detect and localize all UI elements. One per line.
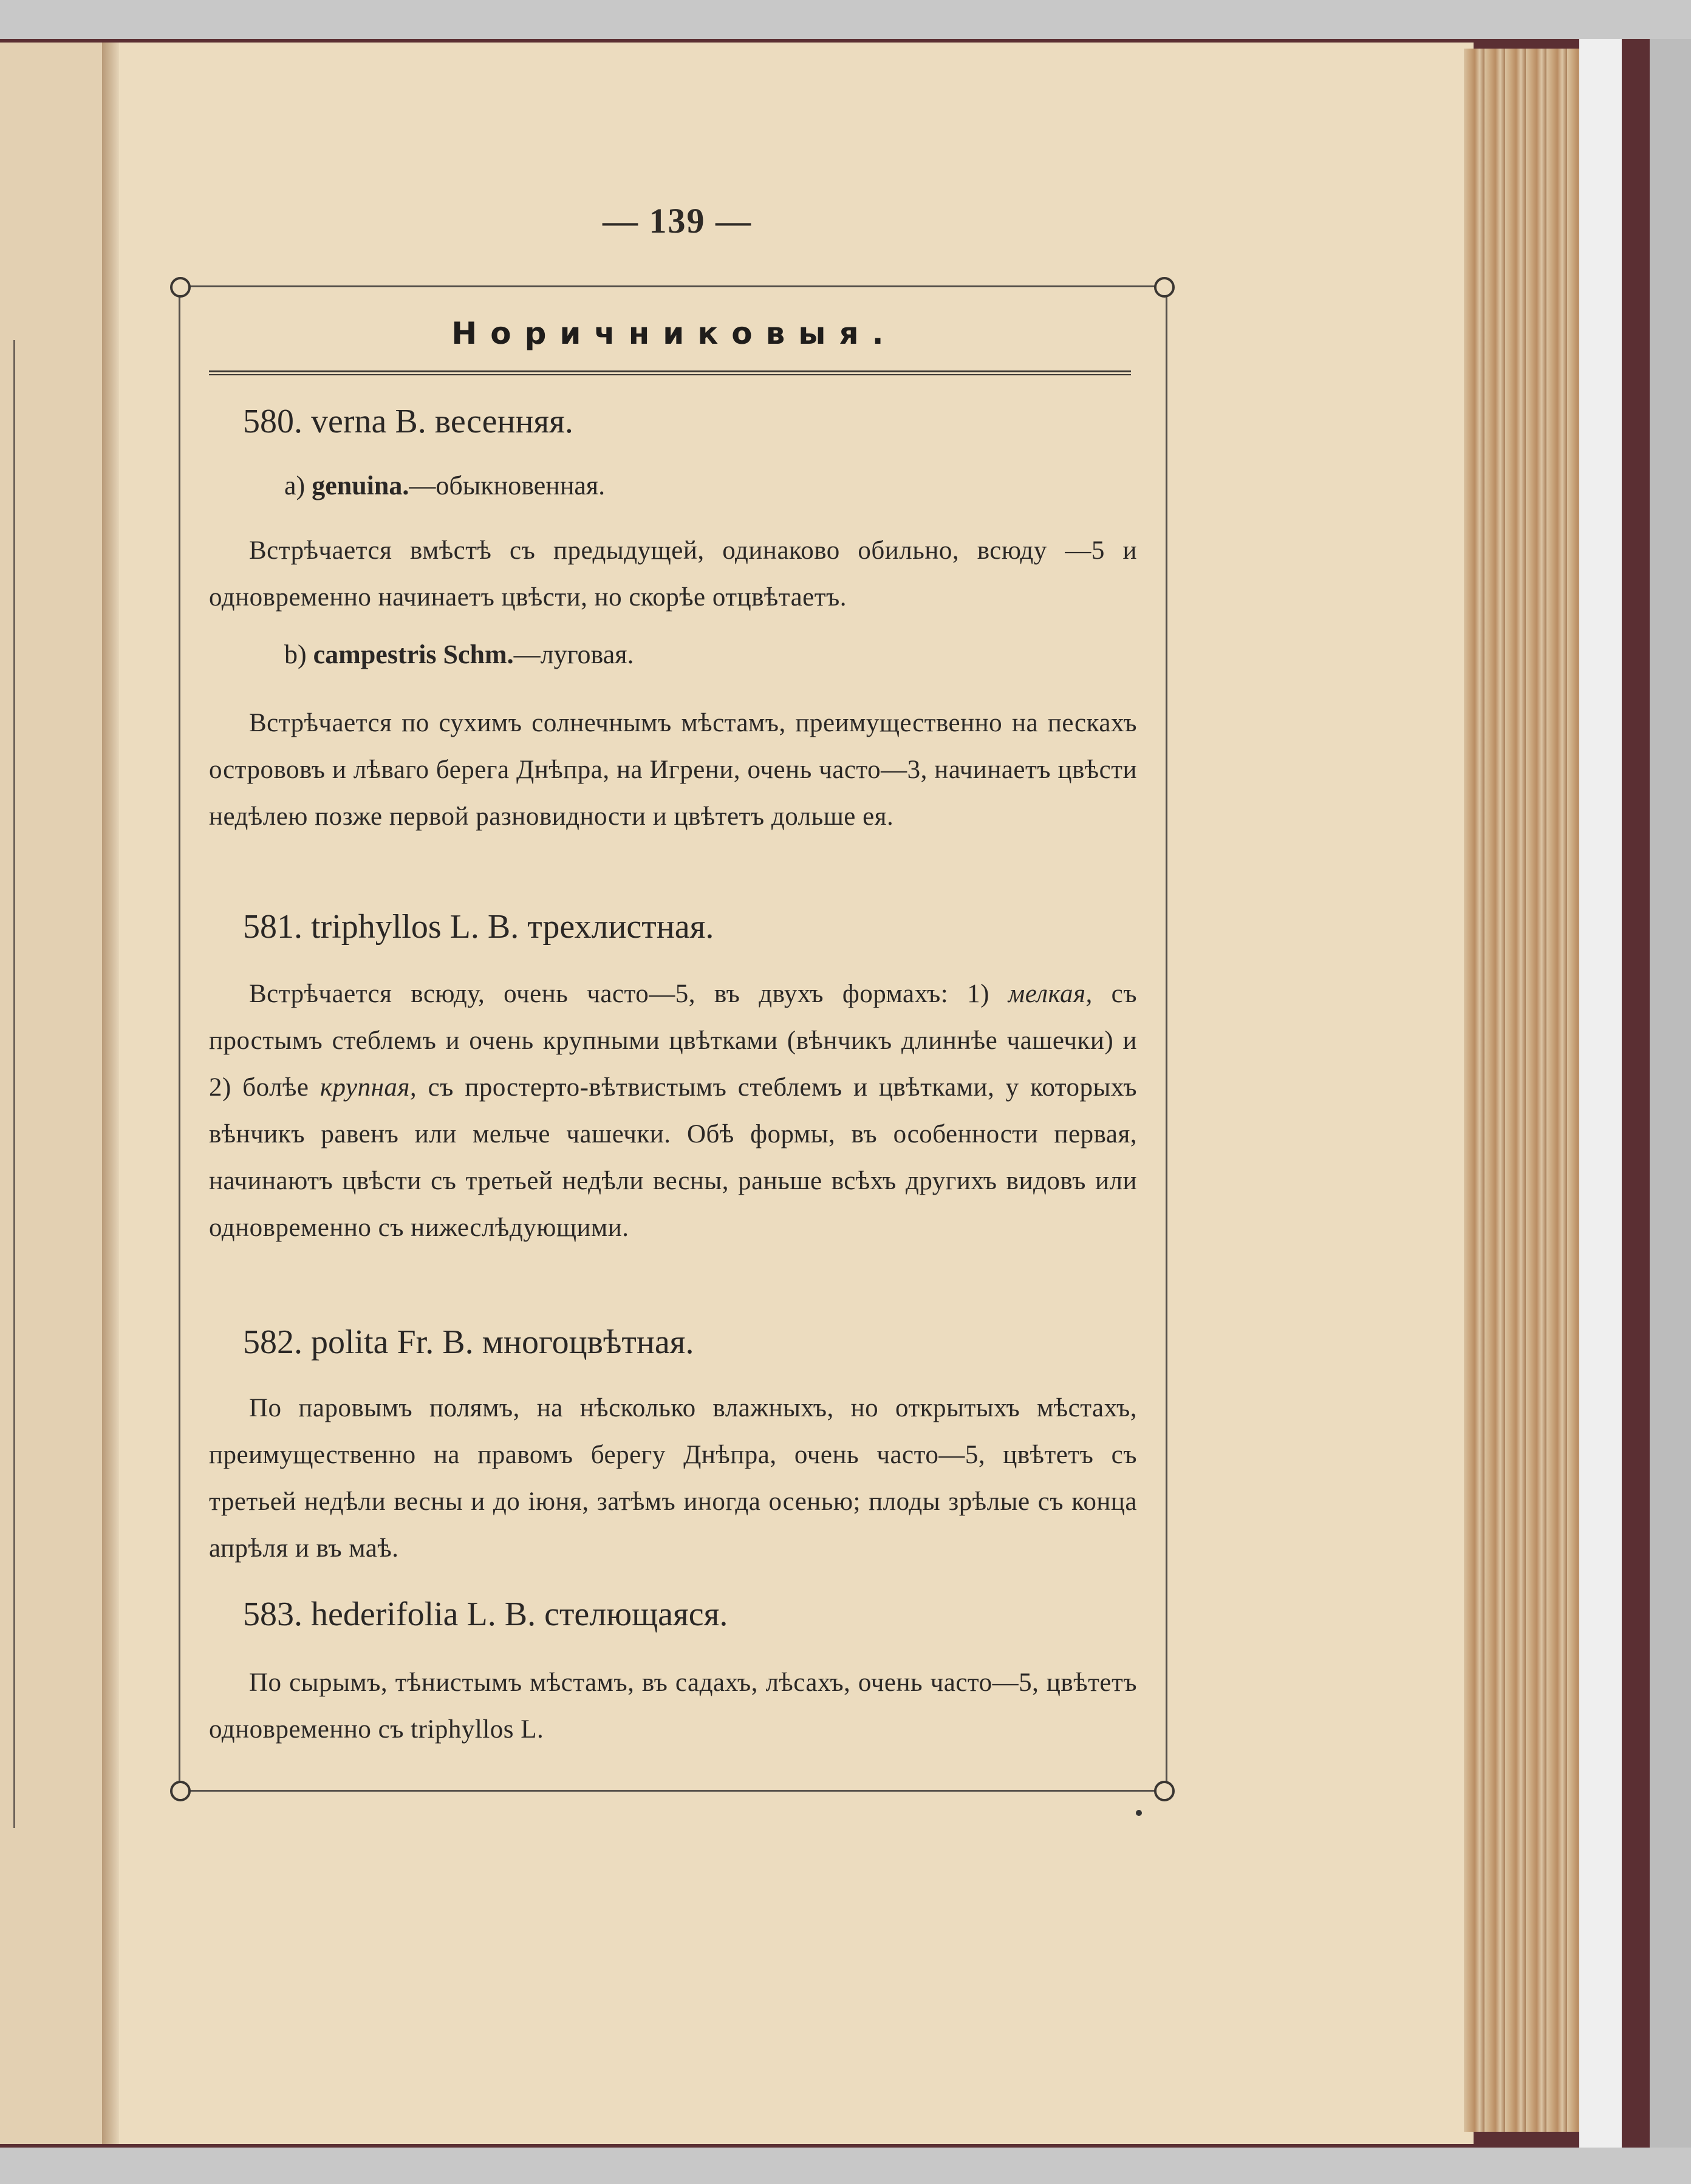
scan-margin-top (0, 0, 1691, 39)
frame-corner-ornament-top-right (1154, 277, 1175, 298)
variety-common-name: —луговая. (513, 640, 634, 669)
variety-label: a) (284, 471, 306, 500)
paragraph-text: Встрѣчается по сухимъ солнечнымъ мѣстамъ, преимущественно на пескахъ острововъ и лѣваго берега Днѣпра, на Игрени, очень часто—3, начинаетъ цвѣсти недѣлею позже первой разновидности и цвѣтетъ дольше ея. (209, 709, 1137, 831)
section-title: Норичниковыя. (451, 316, 897, 351)
frame-corner-ornament-top-left (170, 277, 191, 298)
paragraph-text: съ простерто-вѣтвистымъ стеблемъ и цвѣтками, у которыхъ вѣнчикъ равенъ или мельче чашечки. Обѣ формы, въ особенности первая, начинаютъ цвѣсти съ третьей недѣли весны, раньше всѣхъ другихъ видовъ или одновременно съ нижеслѣдующими. (209, 1073, 1137, 1242)
form-name-small: мелкая, (1008, 980, 1093, 1008)
variety-heading-a (284, 470, 605, 501)
description-582 (209, 1385, 1137, 1572)
species-heading-583: 583. hederifolia L. B. стелющаяся. (243, 1595, 728, 1633)
description-583 (209, 1659, 1137, 1753)
paragraph-text: съ простымъ стеблемъ и очень крупными цвѣтками (вѣнчикъ длиннѣе чашечки) и 2) болѣе (209, 980, 1137, 1102)
description-580a (209, 527, 1137, 621)
book-gutter (102, 43, 120, 2144)
variety-common-name: —обыкновенная. (409, 471, 606, 500)
description-580b (209, 700, 1137, 840)
species-heading-581: 581. triphyllos L. B. трехлистная. (243, 908, 714, 946)
paragraph-text: По сырымъ, тѣнистымъ мѣстамъ, въ садахъ, лѣсахъ, очень часто—5, цвѣтетъ одновременно съ triphyllos L. (209, 1668, 1137, 1744)
ink-dot (1136, 1810, 1142, 1816)
page-number: — 139 — (603, 201, 752, 241)
scanner-strip (1579, 39, 1622, 2148)
variety-heading-b (284, 639, 634, 670)
paragraph-text: Встрѣчается всюду, очень часто—5, въ двухъ формахъ: 1) (249, 980, 989, 1008)
description-581 (209, 971, 1137, 1251)
paragraph-text: По паровымъ полямъ, на нѣсколько влажныхъ, но открытыхъ мѣстахъ, преимущественно на правомъ берегу Днѣпра, очень часто—5, цвѣтетъ съ третьей недѣли весны и до іюня, затѣмъ иногда осенью; плоды зрѣлые съ конца апрѣля и въ маѣ. (209, 1394, 1137, 1563)
frame-corner-ornament-bottom-right (1154, 1781, 1175, 1801)
form-name-large: крупная, (319, 1073, 417, 1102)
left-page-frame-rule (0, 340, 15, 1828)
species-heading-582: 582. polita Fr. B. многоцвѣтная. (243, 1323, 694, 1361)
variety-latin-name: genuina. (312, 471, 409, 500)
title-rule (209, 370, 1131, 375)
species-heading-580: 580. verna B. весенняя. (243, 403, 573, 440)
paragraph-text: Встрѣчается вмѣстѣ съ предыдущей, одинаково обильно, всюду —5 и одновременно начинаетъ цвѣсти, но скорѣе отцвѣтаетъ. (209, 536, 1137, 612)
left-page (0, 43, 104, 2144)
scan-margin-bottom (0, 2148, 1691, 2184)
variety-label: b) (284, 640, 307, 669)
frame-corner-ornament-bottom-left (170, 1781, 191, 1801)
variety-latin-name: campestris Schm. (313, 640, 514, 669)
